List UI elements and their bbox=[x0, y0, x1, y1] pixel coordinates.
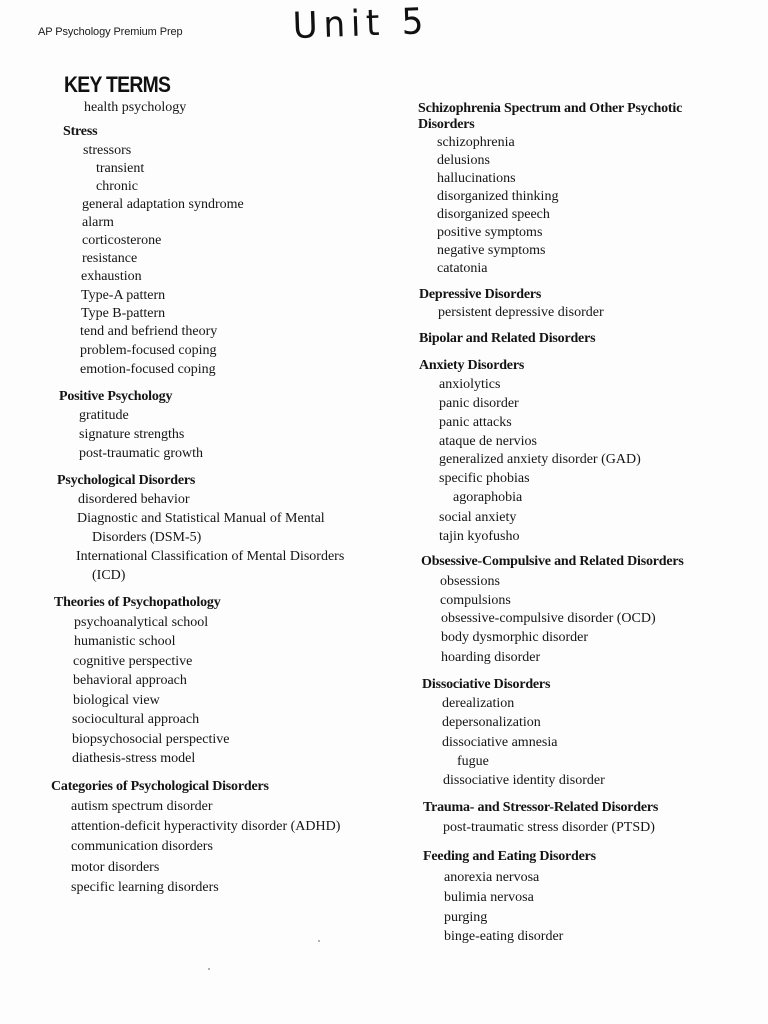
term-subitem: transient bbox=[96, 161, 145, 176]
term-item: communication disorders bbox=[71, 839, 213, 854]
term-item: attention-deficit hyperactivity disorder (ADHD) bbox=[71, 819, 341, 834]
term-item: compulsions bbox=[440, 593, 511, 608]
term-item: dissociative identity disorder bbox=[443, 773, 605, 788]
term-item: health psychology bbox=[84, 100, 187, 115]
term-item: purging bbox=[444, 910, 488, 925]
term-item: specific phobias bbox=[439, 471, 530, 486]
term-subitem: chronic bbox=[96, 179, 138, 194]
term-item: panic attacks bbox=[439, 415, 512, 430]
term-item: disordered behavior bbox=[78, 492, 190, 507]
term-item: post-traumatic stress disorder (PTSD) bbox=[443, 820, 655, 835]
term-item: gratitude bbox=[79, 408, 129, 423]
scan-speck bbox=[208, 968, 210, 970]
term-item: hallucinations bbox=[437, 171, 516, 186]
term-item: anorexia nervosa bbox=[444, 870, 540, 885]
term-item: stressors bbox=[83, 143, 132, 158]
term-item: depersonalization bbox=[442, 715, 541, 730]
section-heading-eating: Feeding and Eating Disorders bbox=[423, 849, 596, 864]
book-title: AP Psychology Premium Prep bbox=[38, 26, 183, 38]
section-heading-schizophrenia-cont: Disorders bbox=[418, 117, 475, 132]
section-heading-psychological-disorders: Psychological Disorders bbox=[57, 473, 196, 488]
term-item: panic disorder bbox=[439, 396, 519, 411]
term-item: delusions bbox=[437, 153, 490, 168]
term-item: biopsychosocial perspective bbox=[72, 732, 230, 747]
term-item: (ICD) bbox=[92, 568, 126, 583]
term-item: Diagnostic and Statistical Manual of Mental bbox=[77, 511, 325, 526]
term-item: schizophrenia bbox=[437, 135, 515, 150]
term-item: ataque de nervios bbox=[439, 434, 537, 449]
term-item: psychoanalytical school bbox=[74, 615, 209, 630]
section-heading-depressive: Depressive Disorders bbox=[419, 287, 542, 302]
term-item: autism spectrum disorder bbox=[71, 799, 213, 814]
term-item: disorganized speech bbox=[437, 207, 550, 222]
term-item: motor disorders bbox=[71, 860, 160, 875]
term-item: alarm bbox=[82, 215, 114, 230]
term-item: biological view bbox=[73, 693, 160, 708]
term-item: International Classification of Mental Disorders bbox=[76, 549, 345, 564]
term-item: persistent depressive disorder bbox=[438, 305, 604, 320]
term-item: diathesis-stress model bbox=[72, 751, 196, 766]
term-item: problem-focused coping bbox=[80, 343, 217, 358]
term-item: cognitive perspective bbox=[73, 654, 193, 669]
term-item: resistance bbox=[82, 251, 138, 266]
term-item: bulimia nervosa bbox=[444, 890, 534, 905]
handwritten-unit-title: Unit 5 bbox=[292, 1, 430, 47]
term-item: anxiolytics bbox=[439, 377, 501, 392]
term-item: Disorders (DSM-5) bbox=[92, 530, 202, 545]
section-heading-trauma: Trauma- and Stressor-Related Disorders bbox=[423, 800, 659, 815]
term-item: tajin kyofusho bbox=[439, 529, 520, 544]
term-item: generalized anxiety disorder (GAD) bbox=[439, 452, 641, 467]
term-item: tend and befriend theory bbox=[80, 324, 218, 339]
term-subitem: agoraphobia bbox=[453, 490, 523, 505]
section-heading-bipolar: Bipolar and Related Disorders bbox=[419, 331, 596, 346]
section-heading-schizophrenia: Schizophrenia Spectrum and Other Psychotic bbox=[418, 101, 683, 116]
term-item: corticosterone bbox=[82, 233, 162, 248]
term-item: Type B-pattern bbox=[81, 306, 166, 321]
term-item: signature strengths bbox=[79, 427, 185, 442]
term-item: general adaptation syndrome bbox=[82, 197, 244, 212]
term-item: obsessive-compulsive disorder (OCD) bbox=[441, 611, 656, 626]
term-subitem: fugue bbox=[457, 754, 489, 769]
section-heading-stress: Stress bbox=[63, 124, 98, 139]
term-item: disorganized thinking bbox=[437, 189, 559, 204]
section-heading-theories: Theories of Psychopathology bbox=[54, 595, 221, 610]
term-item: exhaustion bbox=[81, 269, 142, 284]
term-item: sociocultural approach bbox=[72, 712, 200, 727]
term-item: specific learning disorders bbox=[71, 880, 219, 895]
section-heading-positive-psychology: Positive Psychology bbox=[59, 389, 173, 404]
section-heading-anxiety: Anxiety Disorders bbox=[419, 358, 525, 373]
term-item: hoarding disorder bbox=[441, 650, 541, 665]
section-heading-ocd: Obsessive-Compulsive and Related Disorders bbox=[421, 554, 684, 569]
term-item: emotion-focused coping bbox=[80, 362, 216, 377]
section-heading-categories: Categories of Psychological Disorders bbox=[51, 779, 269, 794]
term-item: catatonia bbox=[437, 261, 488, 276]
term-item: humanistic school bbox=[74, 634, 176, 649]
term-item: negative symptoms bbox=[437, 243, 546, 258]
term-item: obsessions bbox=[440, 574, 500, 589]
term-item: binge-eating disorder bbox=[444, 929, 564, 944]
term-item: social anxiety bbox=[439, 510, 517, 525]
term-item: positive symptoms bbox=[437, 225, 543, 240]
key-terms-heading: KEY TERMS bbox=[64, 72, 171, 97]
term-item: dissociative amnesia bbox=[442, 735, 558, 750]
scan-speck bbox=[318, 940, 320, 942]
term-item: Type-A pattern bbox=[81, 288, 166, 303]
term-item: body dysmorphic disorder bbox=[441, 630, 588, 645]
term-item: derealization bbox=[442, 696, 515, 711]
term-item: post-traumatic growth bbox=[79, 446, 204, 461]
term-item: behavioral approach bbox=[73, 673, 187, 688]
section-heading-dissociative: Dissociative Disorders bbox=[422, 677, 551, 692]
